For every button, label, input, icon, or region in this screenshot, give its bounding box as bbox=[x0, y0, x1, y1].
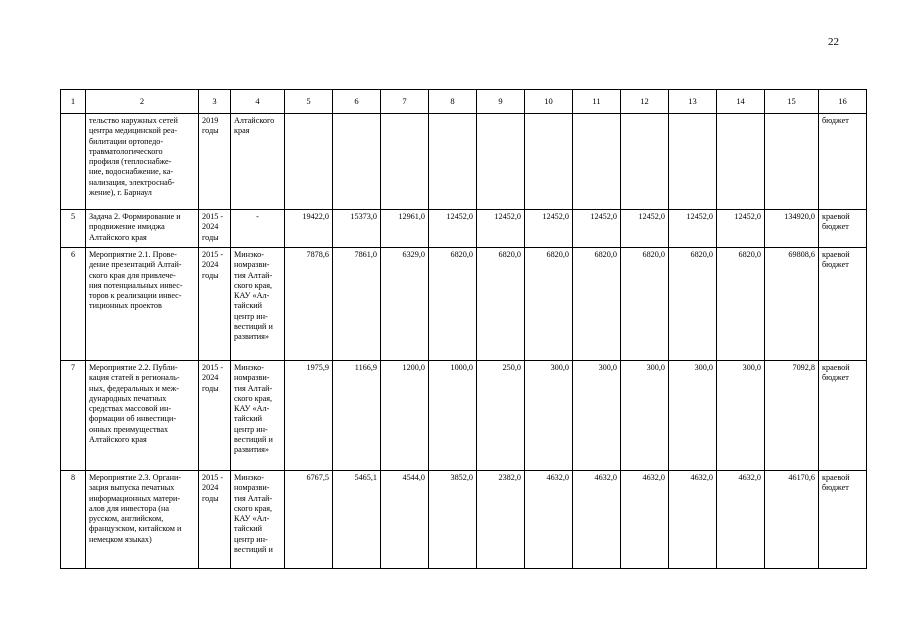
period-years-line: 2024 bbox=[202, 222, 219, 232]
executor-line: вестиций и bbox=[234, 322, 273, 332]
row-number: 8 bbox=[61, 471, 86, 569]
funding-value: 1166,9 bbox=[333, 361, 381, 471]
funding-value: 6820,0 bbox=[573, 248, 621, 361]
funding-source-line: бюджет bbox=[822, 373, 849, 383]
funding-value: 4632,0 bbox=[717, 471, 765, 569]
funding-value: 6820,0 bbox=[525, 248, 573, 361]
measure-name-line: кация статей в региональ- bbox=[89, 373, 180, 383]
funding-value bbox=[285, 114, 333, 210]
funding-source-line: краевой bbox=[822, 250, 850, 259]
executor-line: номразви- bbox=[234, 260, 270, 270]
measure-name-line: онных преимуществах bbox=[89, 424, 169, 434]
funding-value: 6820,0 bbox=[717, 248, 765, 361]
funding-value: 6820,0 bbox=[669, 248, 717, 361]
funding-source-line: краевой bbox=[822, 363, 850, 372]
executor bbox=[231, 210, 285, 248]
page-number: 22 bbox=[828, 36, 839, 48]
funding-source-line: бюджет bbox=[822, 483, 849, 493]
funding-value: 46170,6 bbox=[765, 471, 819, 569]
executor-line: Минэко- bbox=[234, 473, 264, 482]
measure-name-line: билитации ортопедо- bbox=[89, 136, 164, 146]
funding-value: 6820,0 bbox=[477, 248, 525, 361]
column-header: 1 bbox=[61, 90, 86, 114]
period-years-line: 2015 - bbox=[202, 363, 224, 372]
executor bbox=[231, 248, 285, 361]
funding-value: 250,0 bbox=[477, 361, 525, 471]
period-years bbox=[199, 471, 231, 569]
column-header: 6 bbox=[333, 90, 381, 114]
column-header: 13 bbox=[669, 90, 717, 114]
funding-value bbox=[429, 114, 477, 210]
executor-line: Минэко- bbox=[234, 250, 264, 259]
funding-value: 1200,0 bbox=[381, 361, 429, 471]
funding-value bbox=[525, 114, 573, 210]
funding-value: 300,0 bbox=[669, 361, 717, 471]
executor-line: Алтайского bbox=[234, 116, 275, 125]
funding-value: 4632,0 bbox=[621, 471, 669, 569]
measure-name bbox=[86, 210, 199, 248]
executor-line: развития» bbox=[234, 445, 270, 455]
funding-value: 7092,8 bbox=[765, 361, 819, 471]
funding-value bbox=[573, 114, 621, 210]
measure-name-line: травматологического bbox=[89, 146, 163, 156]
funding-value: 12452,0 bbox=[477, 210, 525, 248]
period-years-line: годы bbox=[202, 126, 219, 136]
funding-value: 3852,0 bbox=[429, 471, 477, 569]
executor-line: тайский bbox=[234, 414, 263, 424]
funding-value: 12452,0 bbox=[717, 210, 765, 248]
measure-name-line: информационных матери- bbox=[89, 493, 181, 503]
executor-line: КАУ «Ал- bbox=[234, 404, 270, 414]
period-years bbox=[199, 361, 231, 471]
period-years-line: годы bbox=[202, 493, 219, 503]
funding-value: 19422,0 bbox=[285, 210, 333, 248]
funding-value bbox=[381, 114, 429, 210]
measure-name-line: французском, китайском и bbox=[89, 524, 182, 534]
funding-value: 134920,0 bbox=[765, 210, 819, 248]
column-header: 14 bbox=[717, 90, 765, 114]
funding-value: 12452,0 bbox=[573, 210, 621, 248]
funding-value: 12961,0 bbox=[381, 210, 429, 248]
measure-name-line: Мероприятие 2.1. Прове- bbox=[89, 250, 177, 259]
measure-name-line: ского края для привлече- bbox=[89, 270, 176, 280]
measure-name bbox=[86, 114, 199, 210]
funding-value: 300,0 bbox=[573, 361, 621, 471]
funding-value: 6329,0 bbox=[381, 248, 429, 361]
funding-value: 6820,0 bbox=[621, 248, 669, 361]
budget-table bbox=[60, 89, 867, 569]
period-years-line: 2024 bbox=[202, 483, 219, 493]
executor-line: тия Алтай- bbox=[234, 493, 273, 503]
column-header: 8 bbox=[429, 90, 477, 114]
executor-line: тайский bbox=[234, 301, 263, 311]
funding-value: 12452,0 bbox=[621, 210, 669, 248]
funding-value: 6820,0 bbox=[429, 248, 477, 361]
column-header: 9 bbox=[477, 90, 525, 114]
measure-name-line: немецком языках) bbox=[89, 534, 152, 544]
funding-value: 300,0 bbox=[717, 361, 765, 471]
period-years-line: годы bbox=[202, 270, 219, 280]
executor-line: развития» bbox=[234, 332, 270, 342]
period-years bbox=[199, 210, 231, 248]
funding-value: 4632,0 bbox=[669, 471, 717, 569]
column-header: 2 bbox=[86, 90, 199, 114]
funding-value bbox=[765, 114, 819, 210]
funding-value: 15373,0 bbox=[333, 210, 381, 248]
period-years-line: 2019 bbox=[202, 116, 219, 125]
executor-line: тайский bbox=[234, 524, 263, 534]
funding-source bbox=[819, 471, 867, 569]
executor bbox=[231, 361, 285, 471]
executor-line: - bbox=[256, 212, 259, 221]
measure-name-line: русском, английском, bbox=[89, 514, 164, 524]
executor-line: центр ин- bbox=[234, 424, 268, 434]
funding-value bbox=[669, 114, 717, 210]
funding-value: 7878,6 bbox=[285, 248, 333, 361]
table-row bbox=[61, 471, 867, 569]
executor-line: вестиций и bbox=[234, 435, 273, 445]
executor-line: КАУ «Ал- bbox=[234, 291, 270, 301]
funding-value: 4632,0 bbox=[573, 471, 621, 569]
measure-name bbox=[86, 471, 199, 569]
header-row bbox=[61, 90, 867, 114]
funding-value: 7861,0 bbox=[333, 248, 381, 361]
executor-line: центр ин- bbox=[234, 311, 268, 321]
executor bbox=[231, 471, 285, 569]
measure-name-line: жение), г. Барнаул bbox=[89, 188, 152, 198]
executor-line: края bbox=[234, 126, 250, 136]
measure-name bbox=[86, 361, 199, 471]
column-header: 12 bbox=[621, 90, 669, 114]
row-number: 5 bbox=[61, 210, 86, 248]
executor-line: номразви- bbox=[234, 373, 270, 383]
executor-line: тия Алтай- bbox=[234, 383, 273, 393]
funding-value: 2382,0 bbox=[477, 471, 525, 569]
column-header: 5 bbox=[285, 90, 333, 114]
measure-name-line: тельство наружных сетей bbox=[89, 116, 178, 125]
executor-line: ского края, bbox=[234, 503, 273, 513]
funding-source-line: бюджет bbox=[822, 222, 849, 232]
measure-name-line: профиля (теплоснабже- bbox=[89, 157, 172, 167]
funding-value: 300,0 bbox=[621, 361, 669, 471]
measure-name-line: формации об инвестици- bbox=[89, 414, 177, 424]
executor bbox=[231, 114, 285, 210]
column-header: 15 bbox=[765, 90, 819, 114]
funding-source-line: бюджет bbox=[822, 260, 849, 270]
measure-name-line: торов к реализации инвес- bbox=[89, 291, 182, 301]
funding-value: 1975,9 bbox=[285, 361, 333, 471]
measure-name-line: центра медицинской реа- bbox=[89, 126, 178, 136]
row-number: 7 bbox=[61, 361, 86, 471]
measure-name-line: Алтайского края bbox=[89, 232, 147, 242]
funding-value bbox=[477, 114, 525, 210]
row-number bbox=[61, 114, 86, 210]
executor-line: номразви- bbox=[234, 483, 270, 493]
funding-value bbox=[621, 114, 669, 210]
column-header: 11 bbox=[573, 90, 621, 114]
funding-source bbox=[819, 248, 867, 361]
table-row bbox=[61, 248, 867, 361]
funding-value: 6767,5 bbox=[285, 471, 333, 569]
measure-name-line: ных, федеральных и меж- bbox=[89, 383, 179, 393]
measure-name-line: ния потенциальных инвес- bbox=[89, 280, 183, 290]
measure-name-line: Мероприятие 2.3. Органи- bbox=[89, 473, 182, 482]
period-years bbox=[199, 114, 231, 210]
executor-line: тия Алтай- bbox=[234, 270, 273, 280]
funding-value: 12452,0 bbox=[429, 210, 477, 248]
funding-source bbox=[819, 361, 867, 471]
column-header: 3 bbox=[199, 90, 231, 114]
executor-line: вестиций и bbox=[234, 545, 273, 555]
period-years-line: 2024 bbox=[202, 260, 219, 270]
row-number: 6 bbox=[61, 248, 86, 361]
funding-value: 5465,1 bbox=[333, 471, 381, 569]
column-header: 4 bbox=[231, 90, 285, 114]
measure-name-line: Мероприятие 2.2. Публи- bbox=[89, 363, 178, 372]
table-row bbox=[61, 114, 867, 210]
measure-name-line: ние, водоснабжение, ка- bbox=[89, 167, 174, 177]
period-years-line: 2015 - bbox=[202, 473, 224, 482]
funding-source bbox=[819, 114, 867, 210]
measure-name-line: тиционных проектов bbox=[89, 301, 162, 311]
funding-value: 1000,0 bbox=[429, 361, 477, 471]
period-years-line: годы bbox=[202, 232, 219, 242]
funding-value: 69808,6 bbox=[765, 248, 819, 361]
measure-name-line: нализация, электроснаб- bbox=[89, 177, 175, 187]
period-years-line: 2015 - bbox=[202, 212, 224, 221]
column-header: 7 bbox=[381, 90, 429, 114]
measure-name-line: дение презентаций Алтай- bbox=[89, 260, 182, 270]
measure-name-line: продвижение имиджа bbox=[89, 222, 165, 232]
executor-line: Минэко- bbox=[234, 363, 264, 372]
executor-line: центр ин- bbox=[234, 534, 268, 544]
funding-source-line: бюджет bbox=[822, 116, 849, 125]
table-row bbox=[61, 361, 867, 471]
column-header: 10 bbox=[525, 90, 573, 114]
executor-line: КАУ «Ал- bbox=[234, 514, 270, 524]
executor-line: ского края, bbox=[234, 280, 273, 290]
measure-name-line: зация выпуска печатных bbox=[89, 483, 175, 493]
measure-name-line: Задача 2. Формирование и bbox=[89, 212, 181, 221]
measure-name-line: Алтайского края bbox=[89, 435, 147, 445]
funding-value: 4632,0 bbox=[525, 471, 573, 569]
column-header: 16 bbox=[819, 90, 867, 114]
measure-name-line: средствах массовой ин- bbox=[89, 404, 172, 414]
table-row bbox=[61, 210, 867, 248]
period-years-line: 2015 - bbox=[202, 250, 224, 259]
measure-name-line: дународных печатных bbox=[89, 393, 167, 403]
period-years-line: годы bbox=[202, 383, 219, 393]
funding-value: 12452,0 bbox=[525, 210, 573, 248]
funding-value bbox=[333, 114, 381, 210]
executor-line: ского края, bbox=[234, 393, 273, 403]
period-years bbox=[199, 248, 231, 361]
funding-source-line: краевой bbox=[822, 212, 850, 221]
funding-source-line: краевой bbox=[822, 473, 850, 482]
funding-source bbox=[819, 210, 867, 248]
measure-name bbox=[86, 248, 199, 361]
funding-value: 4544,0 bbox=[381, 471, 429, 569]
funding-value bbox=[717, 114, 765, 210]
period-years-line: 2024 bbox=[202, 373, 219, 383]
funding-value: 300,0 bbox=[525, 361, 573, 471]
measure-name-line: алов для инвестора (на bbox=[89, 503, 169, 513]
funding-value: 12452,0 bbox=[669, 210, 717, 248]
